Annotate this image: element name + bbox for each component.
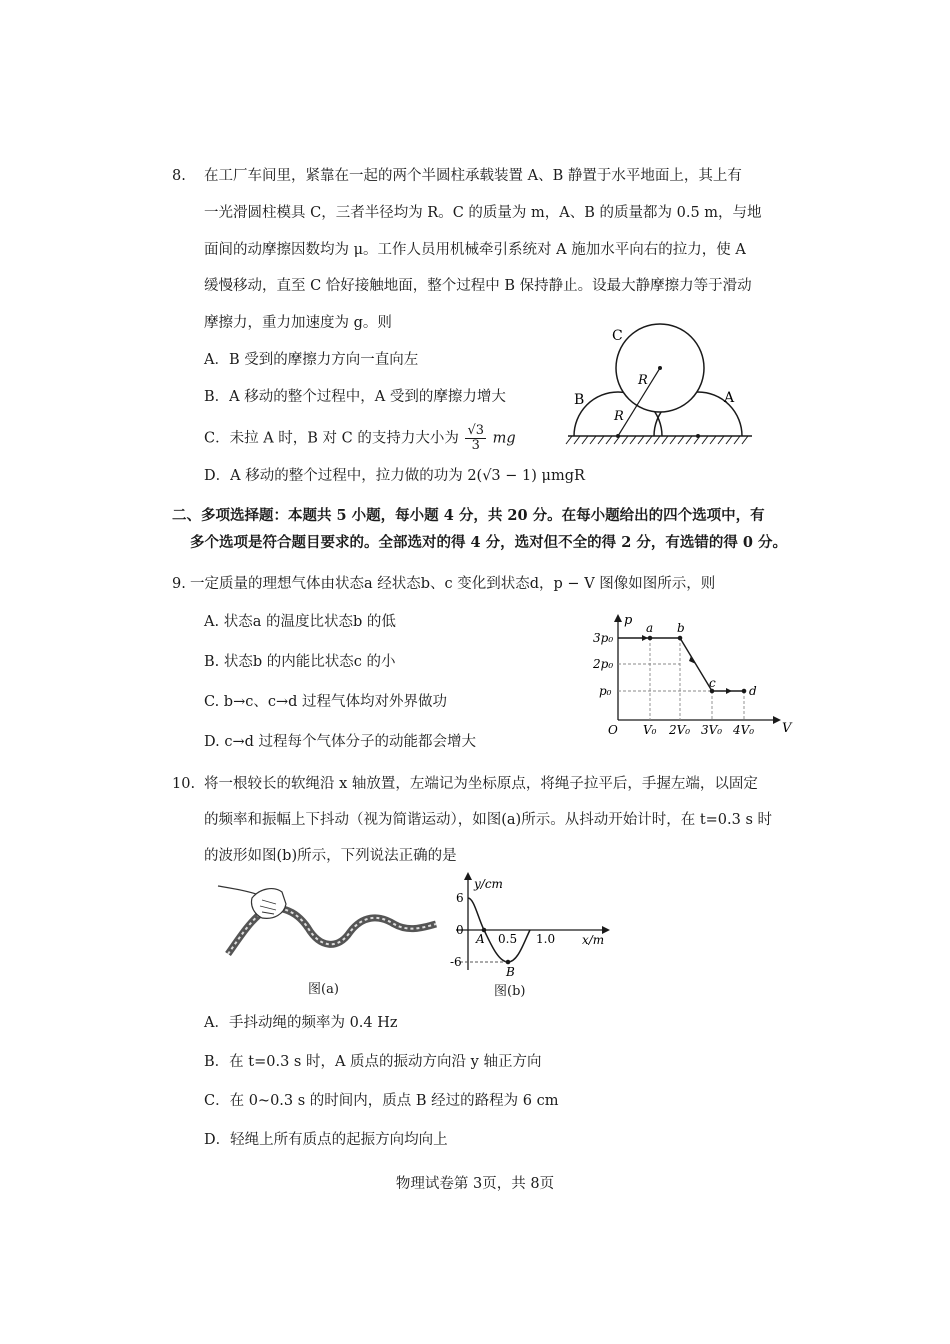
q8-stem-line-3: 面间的动摩擦因数均为 μ。工作人员用机械牵引系统对 A 施加水平向右的拉力，使 A bbox=[204, 242, 746, 258]
q9-label-b: b bbox=[677, 621, 685, 635]
q10-xtick-1.0: 1.0 bbox=[536, 932, 556, 946]
q10-ytick-0: 0 bbox=[456, 923, 464, 937]
q10-option-d: D．轻绳上所有质点的起振方向均向上 bbox=[204, 1132, 448, 1148]
q8-option-b: B．A 移动的整个过程中，A 受到的摩擦力增大 bbox=[204, 389, 506, 405]
q8-stem-line-5: 摩擦力，重力加速度为 g。则 bbox=[204, 315, 392, 331]
q8-option-c-fraction bbox=[465, 424, 486, 453]
q8-option-a: A．B 受到的摩擦力方向一直向左 bbox=[204, 352, 419, 368]
q9-label-a: a bbox=[646, 621, 654, 635]
q9-option-b: B. 状态b 的内能比状态c 的小 bbox=[204, 654, 396, 670]
q8-stem-line-4: 缓慢移动，直至 C 恰好接触地面，整个过程中 B 保持静止。设最大静摩擦力等于滑动 bbox=[204, 278, 752, 294]
q9-option-d: D. c→d 过程每个气体分子的动能都会增大 bbox=[204, 734, 476, 750]
q8-stem-line-1: 在工厂车间里，紧靠在一起的两个半圆柱承载装置 A、B 静置于水平地面上，其上有 bbox=[204, 168, 742, 184]
q8-label-c: C bbox=[612, 328, 623, 344]
q9-ytick-3p0: 3p₀ bbox=[593, 631, 614, 645]
q10-number: 10. bbox=[172, 776, 196, 792]
q8-option-c-denominator: 3 bbox=[471, 438, 480, 453]
q8-center-b bbox=[616, 434, 620, 438]
q9-guide-lines bbox=[618, 638, 744, 720]
q9-process-path bbox=[618, 638, 744, 691]
q10-label-a: A bbox=[476, 932, 485, 946]
q10-option-a: A．手抖动绳的频率为 0.4 Hz bbox=[204, 1015, 398, 1031]
q8-option-d: D．A 移动的整个过程中，拉力做的功为 2(√3 − 1) μmgR bbox=[204, 468, 585, 484]
q10-hand-icon bbox=[251, 889, 286, 919]
q10-axis-label-x: x/m bbox=[582, 933, 605, 947]
q9-point-d bbox=[742, 689, 747, 694]
q9-option-c: C. b→c、c→d 过程气体均对外界做功 bbox=[204, 694, 448, 710]
page-footer: 物理试卷第 3页，共 8页 bbox=[395, 1176, 555, 1192]
q9-xtick-2v0: 2V₀ bbox=[669, 723, 691, 737]
q10-y-axis-arrow bbox=[464, 872, 472, 880]
q10-arm bbox=[218, 886, 256, 894]
q10-option-c: C．在 0~0.3 s 的时间内，质点 B 经过的路程为 6 cm bbox=[204, 1093, 559, 1109]
q9-pv-graph bbox=[588, 612, 792, 742]
q9-xtick-v0: V₀ bbox=[643, 723, 657, 737]
q8-center-c bbox=[658, 366, 662, 370]
q10-label-b: B bbox=[506, 965, 515, 979]
section2-heading-line-2: 多个选项是符合题目要求的。全部选对的得 4 分，选对但不全的得 2 分，有选错的得 0 分。 bbox=[190, 534, 788, 551]
q10-axis-label-y: y/cm bbox=[474, 877, 503, 891]
q8-option-c-numerator: √3 bbox=[467, 423, 485, 438]
q8-option-c-text: C．未拉 A 时，B 对 C 的支持力大小为 bbox=[204, 430, 459, 447]
q8-number: 8. bbox=[172, 168, 186, 184]
q10-option-b: B．在 t=0.3 s 时，A 质点的振动方向沿 y 轴正方向 bbox=[204, 1054, 542, 1070]
q10-xtick-0.5: 0.5 bbox=[498, 932, 518, 946]
q8-label-r-upper: R bbox=[638, 373, 648, 388]
q9-arrow-ab bbox=[642, 635, 648, 641]
q8-option-c-tail: mg bbox=[492, 430, 516, 447]
q8-center-a bbox=[696, 434, 700, 438]
q8-cylinders-figure bbox=[560, 318, 760, 450]
q10-stem-line-3: 的波形如图(b)所示，下列说法正确的是 bbox=[204, 848, 457, 864]
q9-xtick-3v0: 3V₀ bbox=[701, 723, 723, 737]
q9-xtick-4v0: 4V₀ bbox=[733, 723, 755, 737]
q10-stem-line-2: 的频率和振幅上下抖动（视为简谐运动），如图(a)所示。从抖动开始计时，在 t=0.3 s 时 bbox=[204, 812, 773, 828]
q10-caption-b: 图(b) bbox=[494, 984, 526, 999]
q10-rope-figure bbox=[216, 884, 446, 974]
q8-ground bbox=[566, 436, 752, 444]
section2-heading-line-1: 二、多项选择题：本题共 5 小题，每小题 4 分，共 20 分。在每小题给出的四个选项中，有 bbox=[172, 507, 765, 524]
q10-stem-line-1: 将一根较长的软绳沿 x 轴放置，左端记为坐标原点，将绳子拉平后，手握左端，以固定 bbox=[204, 776, 758, 792]
q8-label-b: B bbox=[574, 392, 585, 408]
q8-label-a: A bbox=[724, 390, 735, 406]
q8-label-r-lower: R bbox=[614, 409, 624, 424]
q9-stem: 一定质量的理想气体由状态a 经状态b、c 变化到状态d，p − V 图像如图所示，则 bbox=[190, 576, 716, 592]
q8-stem-line-2: 一光滑圆柱模具 C，三者半径均为 R。C 的质量为 m，A、B 的质量都为 0.5 m，与地 bbox=[204, 205, 762, 221]
q9-number: 9. bbox=[172, 576, 186, 592]
q9-ytick-p0: p₀ bbox=[599, 684, 612, 698]
q9-axis-label-p: p bbox=[624, 613, 633, 628]
q10-ytick-6: 6 bbox=[456, 891, 464, 905]
q9-label-d: d bbox=[749, 684, 757, 698]
q10-point-b bbox=[506, 960, 511, 965]
q9-ytick-2p0: 2p₀ bbox=[593, 657, 614, 671]
q9-label-c: c bbox=[709, 676, 716, 690]
q9-arrow-cd bbox=[726, 688, 732, 694]
q10-wave-graph bbox=[446, 868, 616, 978]
q10-caption-a: 图(a) bbox=[308, 982, 339, 997]
q9-origin-label: O bbox=[608, 723, 618, 737]
q9-arrow-bc bbox=[689, 656, 696, 664]
q9-p-axis-arrow bbox=[614, 614, 622, 622]
q9-option-a: A. 状态a 的温度比状态b 的低 bbox=[204, 614, 396, 630]
q9-v-axis-arrow bbox=[773, 716, 781, 724]
q9-point-b bbox=[678, 636, 683, 641]
q8-option-c bbox=[204, 424, 516, 453]
q9-point-a bbox=[648, 636, 653, 641]
q9-axis-label-v: V bbox=[782, 721, 792, 736]
q10-ytick-neg6: -6 bbox=[450, 955, 462, 969]
